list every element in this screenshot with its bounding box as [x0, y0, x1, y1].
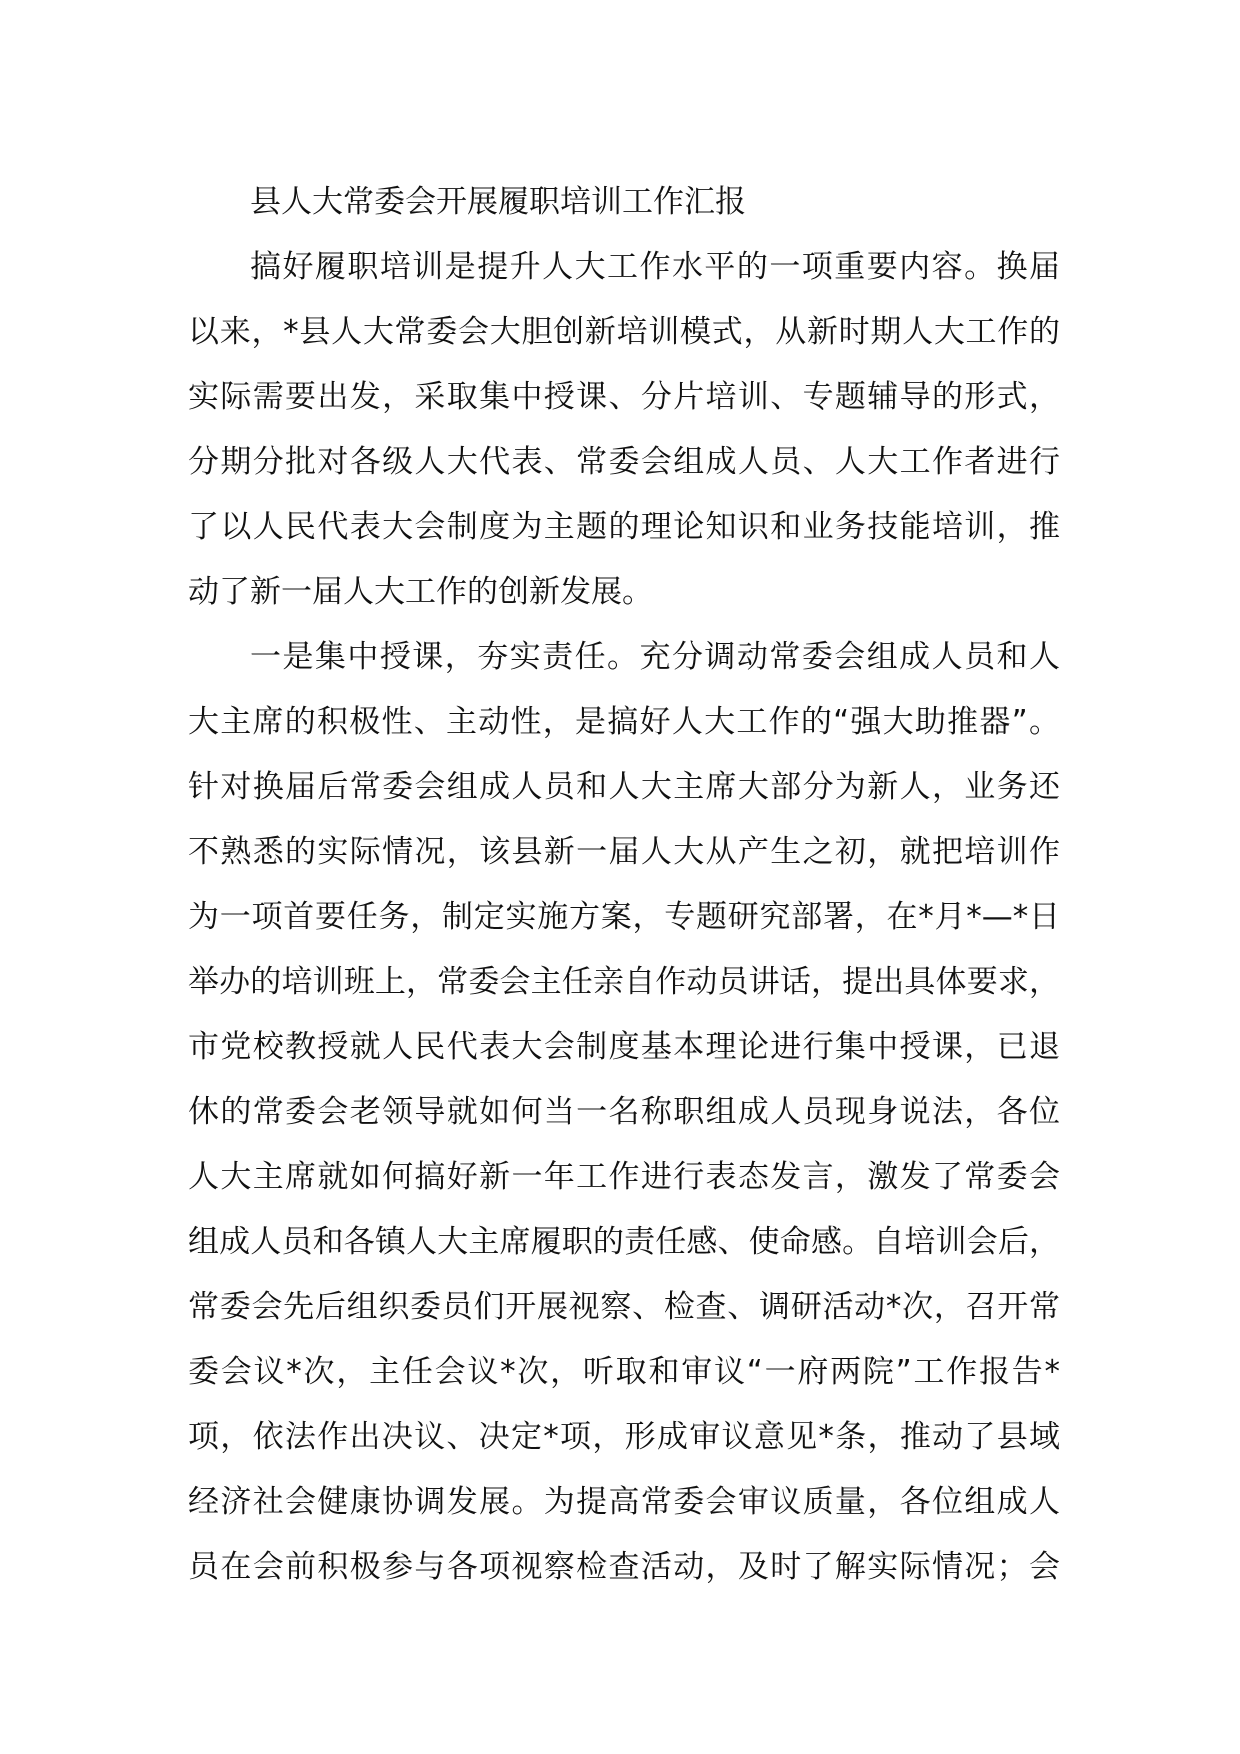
paragraph-line: 大主席的积极性、主动性，是搞好人大工作的“强大助推器”。	[188, 704, 1060, 740]
paragraph-line: 搞好履职培训是提升人大工作水平的一项重要内容。换届	[250, 249, 1060, 285]
paragraph-line: 项，依法作出决议、决定*项，形成审议意见*条，推动了县域	[188, 1419, 1060, 1455]
paragraph-line: 一是集中授课，夯实责任。充分调动常委会组成人员和人	[250, 639, 1060, 675]
paragraph-line: 针对换届后常委会组成人员和人大主席大部分为新人，业务还	[188, 769, 1060, 805]
paragraph-line: 休的常委会老领导就如何当一名称职组成人员现身说法，各位	[188, 1094, 1060, 1130]
document-body	[188, 170, 1060, 1600]
paragraph-line: 常委会先后组织委员们开展视察、检查、调研活动*次，召开常	[188, 1289, 1060, 1325]
paragraph-line: 市党校教授就人民代表大会制度基本理论进行集中授课，已退	[188, 1029, 1060, 1065]
paragraph-line: 了以人民代表大会制度为主题的理论知识和业务技能培训，推	[188, 509, 1060, 545]
paragraph-line: 员在会前积极参与各项视察检查活动，及时了解实际情况；会	[188, 1549, 1060, 1585]
document-title: 县人大常委会开展履职培训工作汇报	[250, 184, 746, 220]
paragraph-line: 组成人员和各镇人大主席履职的责任感、使命感。自培训会后，	[188, 1224, 1060, 1260]
paragraph-line: 实际需要出发，采取集中授课、分片培训、专题辅导的形式，	[188, 379, 1060, 415]
paragraph-line: 委会议*次，主任会议*次，听取和审议“一府两院”工作报告*	[188, 1354, 1060, 1390]
paragraph-line: 分期分批对各级人大代表、常委会组成人员、人大工作者进行	[188, 444, 1060, 480]
paragraph-line: 以来，*县人大常委会大胆创新培训模式，从新时期人大工作的	[188, 314, 1060, 350]
paragraph-line: 人大主席就如何搞好新一年工作进行表态发言，激发了常委会	[188, 1159, 1060, 1195]
paragraph-line: 动了新一届人大工作的创新发展。	[188, 574, 653, 610]
paragraph-line: 举办的培训班上，常委会主任亲自作动员讲话，提出具体要求，	[188, 964, 1060, 1000]
paragraph-line: 经济社会健康协调发展。为提高常委会审议质量，各位组成人	[188, 1484, 1060, 1520]
paragraph-line: 为一项首要任务，制定实施方案，专题研究部署，在*月*—*日	[188, 899, 1060, 935]
paragraph-line: 不熟悉的实际情况，该县新一届人大从产生之初，就把培训作	[188, 834, 1060, 870]
